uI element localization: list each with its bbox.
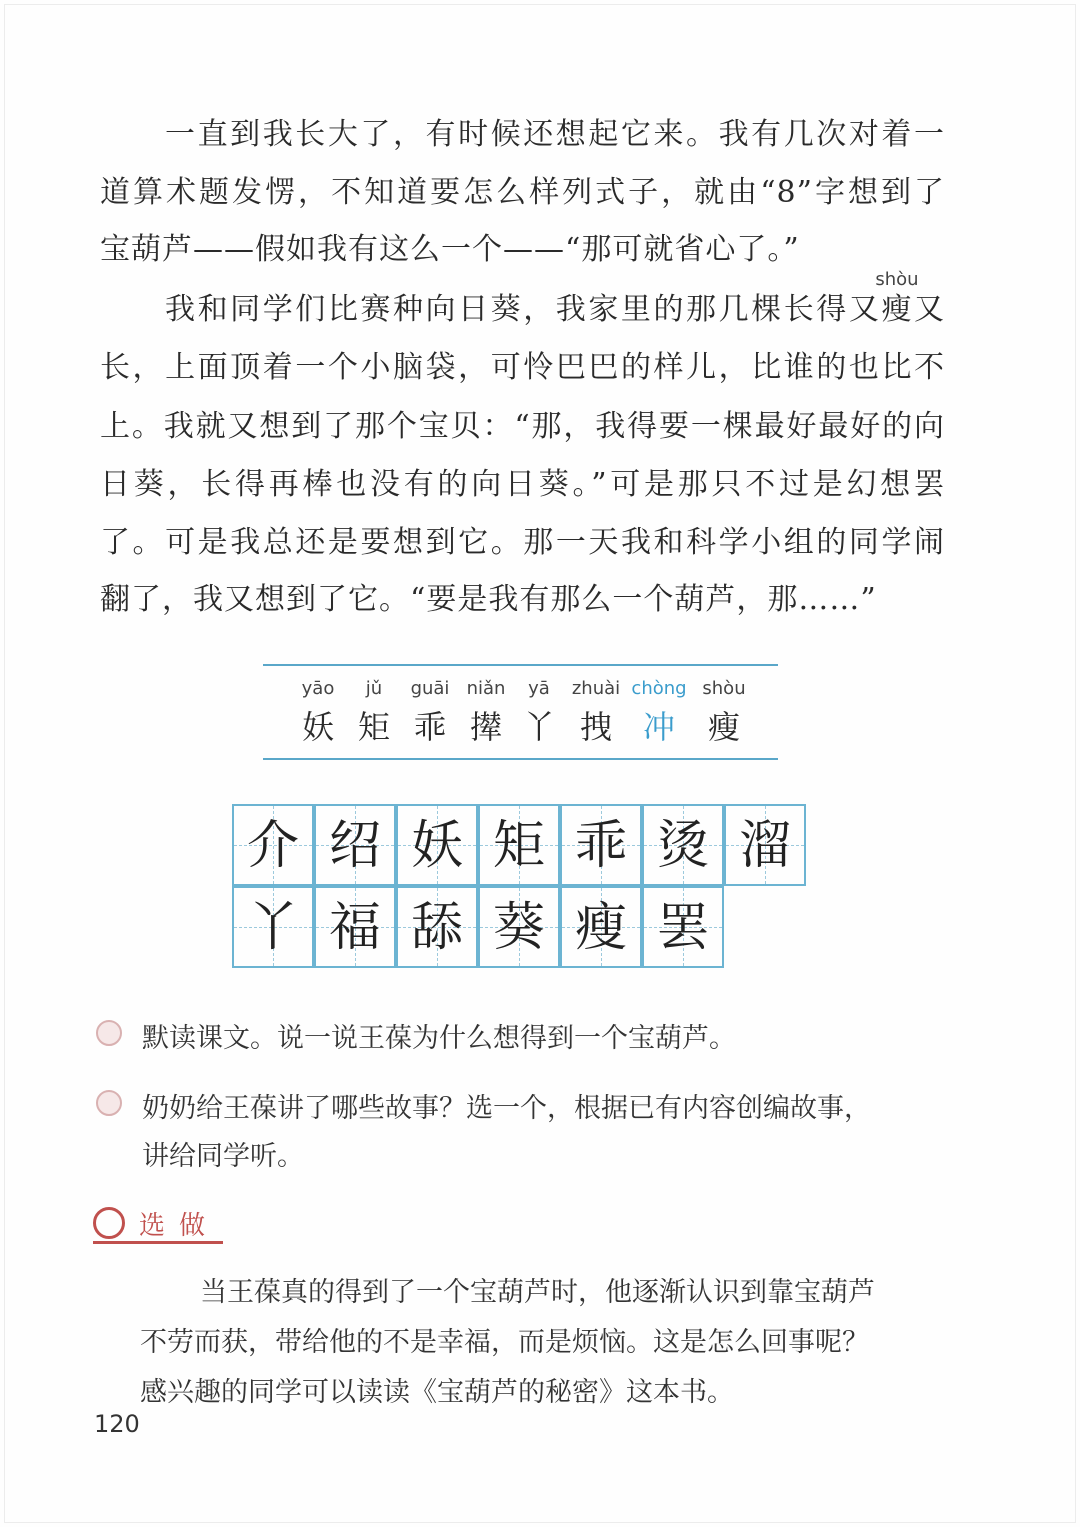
pinyin: shòu [875, 269, 919, 290]
pinyin: zhuài [571, 678, 621, 699]
body-line: 了。可是我总还是要想到它。那一天我和科学小组的同学闹 [100, 525, 945, 560]
char: 瘦 [881, 292, 913, 327]
word-item [694, 678, 754, 748]
char: 福 [328, 898, 381, 958]
grid-cell [314, 804, 396, 886]
question-continued: 讲给同学听。 [142, 1141, 304, 1172]
optional-label: 选做 [139, 1211, 220, 1241]
body-line-with-pinyin [165, 269, 946, 330]
grid-cell [724, 804, 806, 886]
char: 乖 [413, 708, 446, 746]
char: 溜 [738, 816, 791, 876]
pinyin: chòng [631, 678, 687, 699]
word-item [509, 678, 569, 748]
pinyin: niǎn [466, 678, 506, 699]
grid-cell [232, 886, 314, 968]
body-line: 宝葫芦——假如我有这么一个——“那可就省心了。” [100, 232, 800, 267]
grid-cell [314, 886, 396, 968]
char: 冲 [642, 708, 675, 746]
char: 舔 [410, 898, 463, 958]
pinyin: shòu [702, 678, 746, 699]
char: 丫 [522, 708, 555, 746]
optional-text: 当王葆真的得到了一个宝葫芦时，他逐渐认识到靠宝葫芦 [200, 1277, 875, 1308]
optional-icon [93, 1207, 125, 1239]
grid-cell [642, 886, 724, 968]
optional-text: 感兴趣的同学可以读读《宝葫芦的秘密》这本书。 [140, 1377, 734, 1408]
char: 矩 [357, 708, 390, 746]
char: 矩 [492, 816, 545, 876]
question: 默读课文。说一说王葆为什么想得到一个宝葫芦。 [142, 1023, 736, 1054]
grid-cell [642, 804, 724, 886]
body-line: 日葵，长得再棒也没有的向日葵。”可是那只不过是幻想罢 [100, 467, 945, 502]
pinyin: jǔ [365, 678, 383, 699]
question: 奶奶给王葆讲了哪些故事？选一个，根据已有内容创编故事， [142, 1093, 871, 1124]
pinyin: guāi [410, 678, 450, 699]
word-item-highlighted [629, 678, 689, 748]
question-bullet-icon [96, 1020, 122, 1046]
page-number: 120 [94, 1410, 140, 1438]
word-item [288, 678, 348, 748]
char: 妖 [301, 708, 334, 746]
optional-section-header [93, 1205, 223, 1244]
char: 绍 [328, 816, 381, 876]
text: 我和同学们比赛种向日葵，我家里的那几棵长得又 [165, 292, 882, 327]
char: 妖 [410, 816, 463, 876]
grid-cell [232, 804, 314, 886]
body-line: 一直到我长大了，有时候还想起它来。我有几次对着一 [165, 117, 945, 152]
word-item [566, 678, 626, 748]
new-words-box [263, 664, 778, 760]
char: 瘦 [707, 708, 740, 746]
char: 乖 [574, 816, 627, 876]
char: 烫 [656, 816, 709, 876]
grid-cell [560, 804, 642, 886]
grid-cell [478, 886, 560, 968]
char: 撵 [469, 708, 502, 746]
grid-cell [560, 886, 642, 968]
char: 葵 [492, 898, 545, 958]
word-item [456, 678, 516, 748]
char: 介 [246, 816, 299, 876]
body-line: 上。我就又想到了那个宝贝：“那，我得要一棵最好最好的向 [100, 409, 945, 444]
word-item [400, 678, 460, 748]
char: 罢 [656, 898, 709, 958]
body-line: 长，上面顶着一个小脑袋，可怜巴巴的样儿，比谁的也比不 [100, 350, 945, 385]
body-line: 翻了，我又想到了它。“要是我有那么一个葫芦，那……” [100, 582, 877, 617]
grid-cell [478, 804, 560, 886]
text: 又 [912, 292, 946, 327]
question-bullet-icon [96, 1090, 122, 1116]
pinyin: yā [528, 678, 550, 699]
word-item [344, 678, 404, 748]
char: 丫 [246, 898, 299, 958]
char: 拽 [579, 708, 612, 746]
grid-cell [396, 886, 478, 968]
annotated-char [875, 269, 919, 330]
char: 瘦 [574, 898, 627, 958]
body-line: 道算术题发愣，不知道要怎么样列式子，就由“8”字想到了 [100, 175, 945, 210]
optional-text: 不劳而获，带给他的不是幸福，而是烦恼。这是怎么回事呢？ [140, 1327, 869, 1358]
grid-cell [396, 804, 478, 886]
pinyin: yāo [301, 678, 335, 699]
